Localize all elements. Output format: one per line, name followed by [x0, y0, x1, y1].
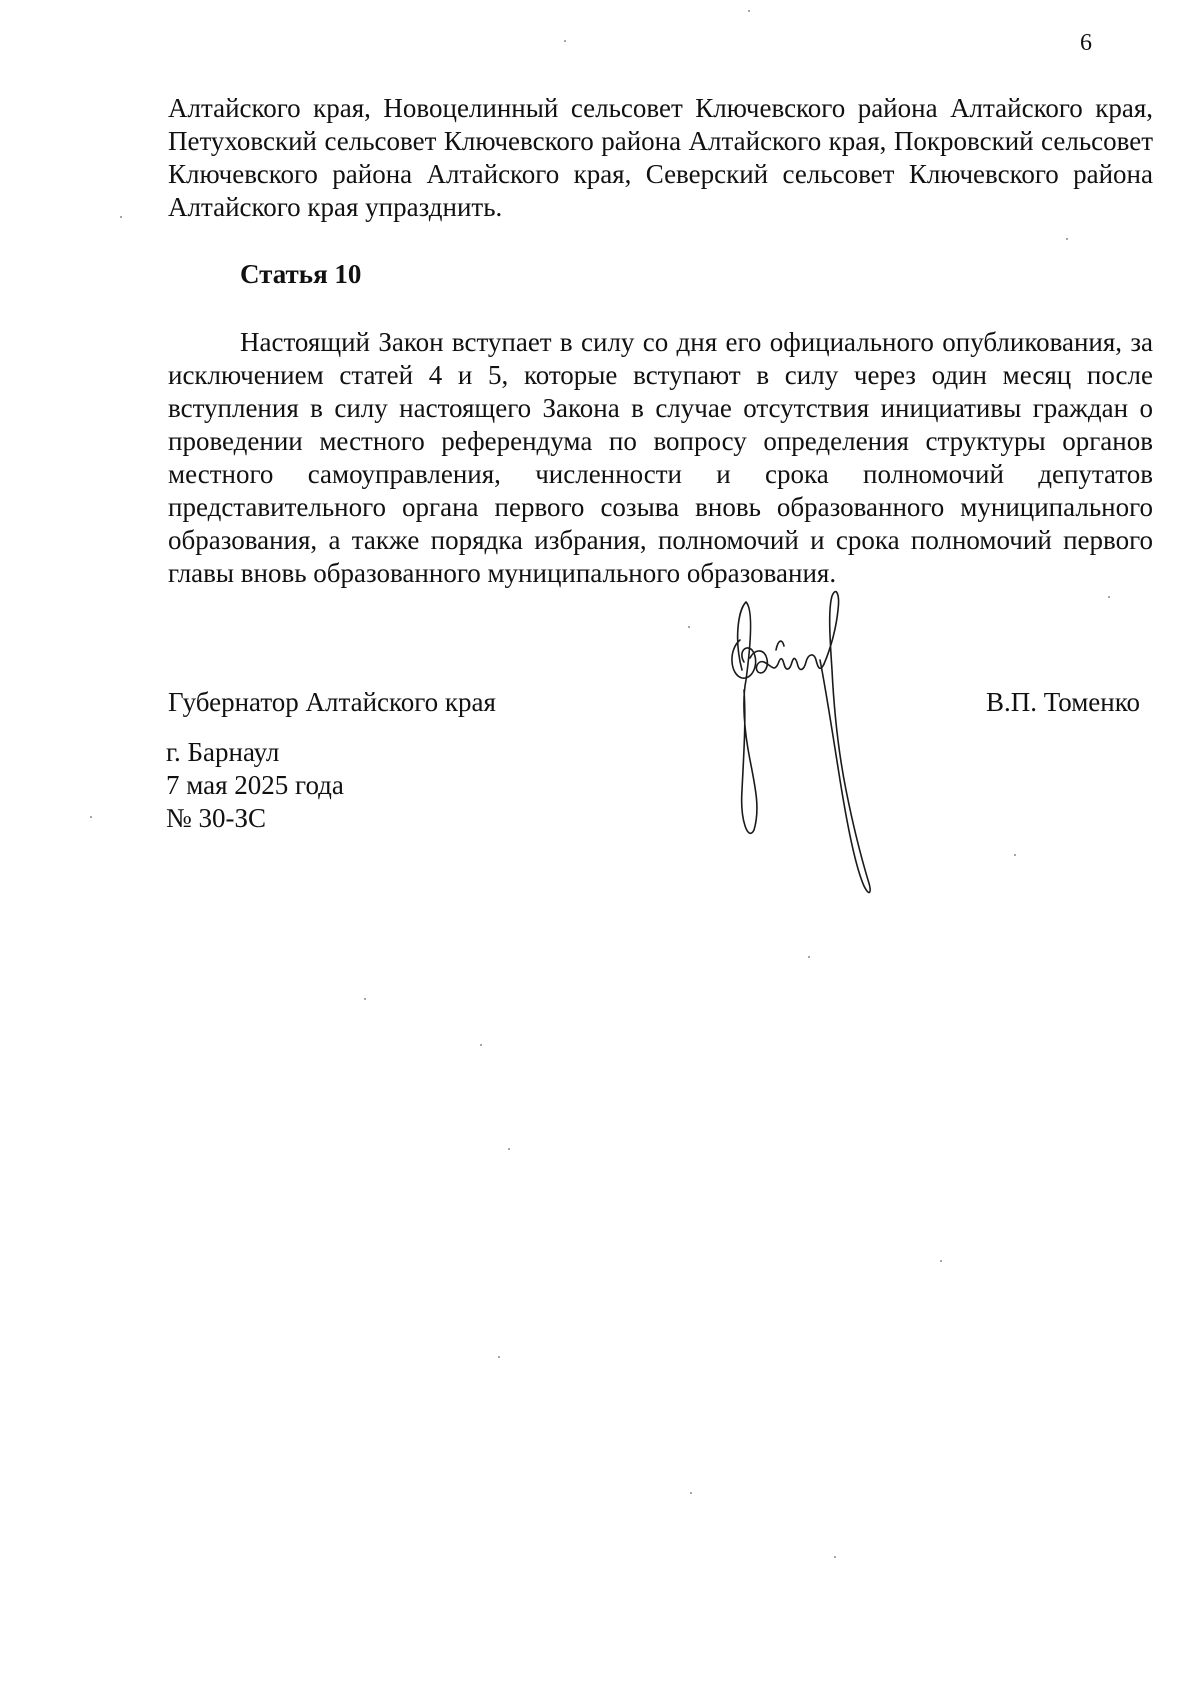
governor-title: Губернатор Алтайского края: [168, 687, 496, 717]
scan-speck: [834, 1556, 836, 1558]
handwritten-signature: [720, 580, 910, 930]
scan-speck: [364, 998, 366, 1000]
scan-speck: [480, 1044, 482, 1046]
scan-speck: [690, 1492, 692, 1494]
scan-speck: [1066, 238, 1068, 240]
place-date-number-block: [166, 736, 344, 835]
law-number: № 30-ЗС: [166, 803, 267, 833]
city: г. Барнаул: [166, 737, 280, 767]
article-heading: Статья 10: [240, 259, 362, 289]
article-10-paragraph: Настоящий Закон вступает в силу со дня его официального опубликования, за исключением статей 4 и 5, которые вступают в силу через один месяц после вступления в силу настоящего Закона в случае отсутствия инициативы граждан о проведении местного референдума по вопросу определения структуры органов местного самоуправления, численности и срока полномочий депутатов представительного органа первого созыва вновь образованного муниципального образования, а также порядка избрания, полномочий и срока полномочий первого главы вновь образованного муниципального образования.: [168, 327, 1153, 588]
scan-speck: [808, 956, 810, 958]
page-number: 6: [1080, 30, 1092, 56]
scan-speck: [1108, 596, 1110, 598]
scan-speck: [120, 216, 122, 218]
signer-name: В.П. Томенко: [986, 687, 1140, 717]
scan-speck: [508, 1148, 510, 1150]
scan-speck: [688, 626, 690, 628]
scan-speck: [1014, 854, 1016, 856]
scan-speck: [90, 816, 92, 818]
scan-speck: [748, 10, 750, 12]
date: 7 мая 2025 года: [166, 770, 344, 800]
scan-speck: [940, 1260, 942, 1262]
scan-speck: [498, 1356, 500, 1358]
scan-speck: [564, 40, 566, 42]
paragraph-continued: Алтайского края, Новоцелинный сельсовет Ключевского района Алтайского края, Петуховский сельсовет Ключевского района Алтайского края, Покровский сельсовет Ключевского района Алтайского края, Северский сельсовет Ключевского района Алтайского края упразднить.: [168, 93, 1153, 222]
